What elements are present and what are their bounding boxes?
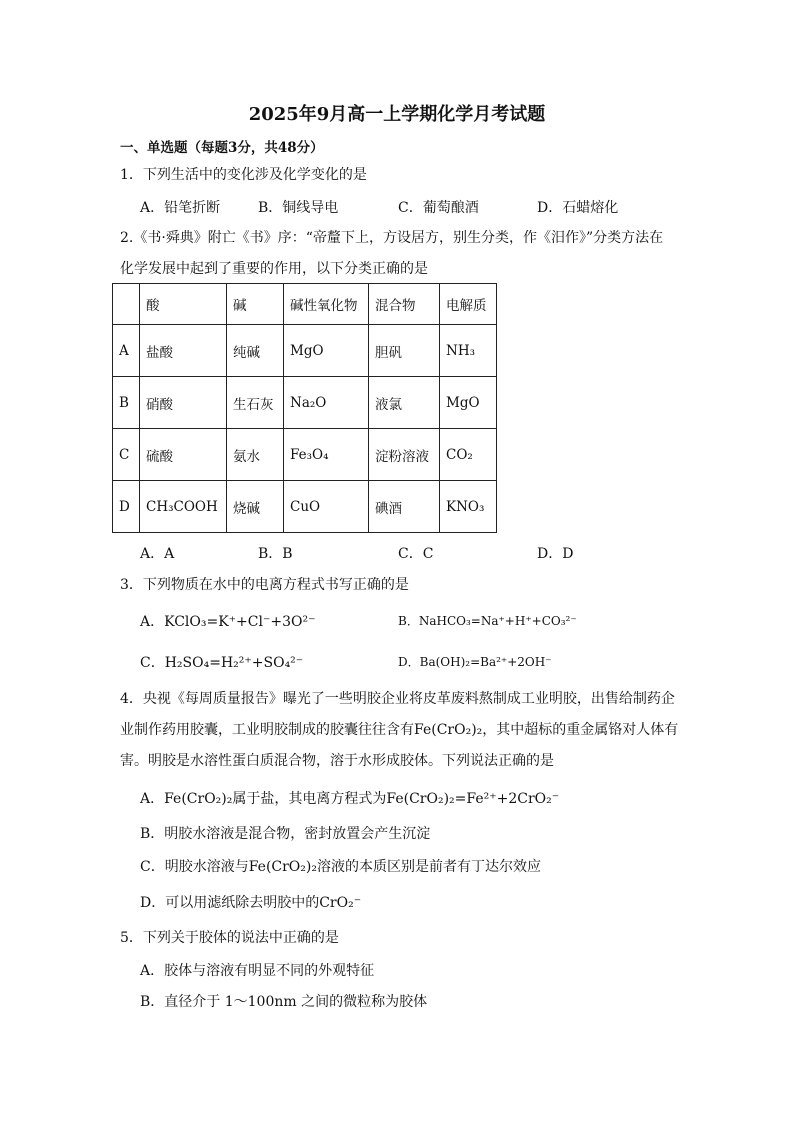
question-4-option-b: B．明胶水溶液是混合物，密封放置会产生沉淀 <box>140 826 431 842</box>
table-row <box>113 325 497 377</box>
table-cell: 碘酒 <box>369 481 440 533</box>
question-5-option-b: B．直径介于 1～100nm 之间的微粒称为胶体 <box>140 994 428 1010</box>
table-cell: 液氯 <box>369 377 440 429</box>
question-1-option-a: A．铅笔折断 <box>140 200 221 216</box>
table-cell: 硫酸 <box>140 429 227 481</box>
table-cell: CH₃COOH <box>140 481 227 533</box>
table-cell: 生石灰 <box>227 377 284 429</box>
question-3-option-a: A．KClO₃=K⁺+Cl⁻+3O²⁻ <box>140 614 316 630</box>
table-cell: MgO <box>284 325 369 377</box>
table-cell: 烧碱 <box>227 481 284 533</box>
table-cell: 盐酸 <box>140 325 227 377</box>
table-header-row <box>113 284 497 325</box>
table-cell: C <box>113 429 140 481</box>
question-4-stem-line2: 业制作药用胶囊，工业明胶制成的胶囊往往含有Fe(CrO₂)₂，其中超标的重金属铬对人体有 <box>120 722 679 738</box>
table-header-cell: 电解质 <box>440 284 497 325</box>
page-title: 2025年9月高一上学期化学月考试题 <box>248 104 546 125</box>
question-4-option-d: D．可以用滤纸除去明胶中的CrO₂⁻ <box>140 895 362 911</box>
table-cell: NH₃ <box>440 325 497 377</box>
question-5-option-a: A．胶体与溶液有明显不同的外观特征 <box>140 963 375 979</box>
table-header-cell: 混合物 <box>369 284 440 325</box>
question-4-stem-line3: 害。明胶是水溶性蛋白质混合物，溶于水形成胶体。下列说法正确的是 <box>120 753 554 769</box>
section-heading: 一、单选题（每题3分，共48分） <box>120 140 324 156</box>
table-cell: CO₂ <box>440 429 497 481</box>
table-cell: 氨水 <box>227 429 284 481</box>
table-cell: CuO <box>284 481 369 533</box>
table-cell: 淀粉溶液 <box>369 429 440 481</box>
question-4-option-c: C．明胶水溶液与Fe(CrO₂)₂溶液的本质区别是前者有丁达尔效应 <box>140 859 541 875</box>
question-2-option-b: B．B <box>258 546 293 562</box>
question-2-stem-line1: 2.《书·舜典》附亡《书》序：“帝釐下上，方设居方，别生分类，作《汨作》”分类方法在 <box>120 230 664 246</box>
table-row <box>113 481 497 533</box>
table-header-cell: 碱性氧化物 <box>284 284 369 325</box>
question-2-option-d: D．D <box>537 546 574 562</box>
question-1-option-c: C．葡萄酿酒 <box>398 200 479 216</box>
table-cell: A <box>113 325 140 377</box>
table-header-cell: 碱 <box>227 284 284 325</box>
question-2-stem-line2: 化学发展中起到了重要的作用，以下分类正确的是 <box>120 261 428 277</box>
table-cell: 胆矾 <box>369 325 440 377</box>
question-3-stem: 3．下列物质在水中的电离方程式书写正确的是 <box>120 577 409 593</box>
table-cell: 纯碱 <box>227 325 284 377</box>
table-cell: B <box>113 377 140 429</box>
question-1-option-d: D．石蜡熔化 <box>537 200 619 216</box>
table-row <box>113 377 497 429</box>
table-row <box>113 429 497 481</box>
table-cell: Na₂O <box>284 377 369 429</box>
question-1-option-b: B．铜线导电 <box>258 200 339 216</box>
question-1-stem: 1．下列生活中的变化涉及化学变化的是 <box>120 167 367 183</box>
table-cell: Fe₃O₄ <box>284 429 369 481</box>
question-2-option-a: A．A <box>140 546 175 562</box>
question-3-option-b: B．NaHCO₃=Na⁺+H⁺+CO₃²⁻ <box>398 614 577 628</box>
table-cell: D <box>113 481 140 533</box>
question-3-option-c: C．H₂SO₄=H₂²⁺+SO₄²⁻ <box>140 655 304 671</box>
classification-table <box>112 283 497 533</box>
table-cell: KNO₃ <box>440 481 497 533</box>
question-2-option-c: C．C <box>398 546 434 562</box>
question-4-stem-line1: 4．央视《每周质量报告》曝光了一些明胶企业将皮革废料熬制成工业明胶，出售给制药企 <box>120 691 675 707</box>
table-header-cell <box>113 284 140 325</box>
table-cell: 硝酸 <box>140 377 227 429</box>
question-5-stem: 5．下列关于胶体的说法中正确的是 <box>120 930 339 946</box>
question-4-option-a: A．Fe(CrO₂)₂属于盐，其电离方程式为Fe(CrO₂)₂=Fe²⁺+2CrO₂⁻ <box>140 791 560 807</box>
table-cell: MgO <box>440 377 497 429</box>
table-header-cell: 酸 <box>140 284 227 325</box>
question-3-option-d: D．Ba(OH)₂=Ba²⁺+2OH⁻ <box>398 655 552 669</box>
